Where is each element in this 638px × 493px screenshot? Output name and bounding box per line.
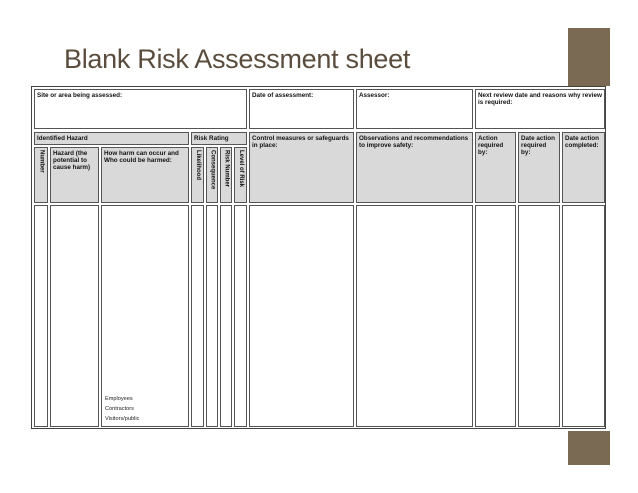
risk-rating-header: Risk Rating xyxy=(191,132,247,145)
risk-number-column-header xyxy=(220,147,232,203)
contractors-note: Contractors xyxy=(105,406,134,412)
consequence-header-label: Consequence xyxy=(209,150,216,190)
how-harm-column-header: How harm can occur and Who could be harmed: xyxy=(101,147,189,203)
observations-cell[interactable] xyxy=(356,205,473,427)
site-label: Site or area being assessed: xyxy=(37,91,123,99)
hazard-column-header: Hazard (the potential to cause harm) xyxy=(50,147,99,203)
control-measures-header: Control measures or safeguards in place: xyxy=(249,132,354,203)
date-action-completed-header: Date action completed: xyxy=(562,132,605,203)
date-label: Date of assessment: xyxy=(252,91,314,99)
action-required-cell[interactable] xyxy=(475,205,516,427)
visitors-note: Visitors/public xyxy=(105,416,140,422)
date-action-required-cell[interactable] xyxy=(518,205,560,427)
site-field[interactable] xyxy=(34,89,247,129)
consequence-column-header xyxy=(206,147,218,203)
decorative-accent-block-bottom xyxy=(568,431,610,465)
assessor-label: Assessor: xyxy=(359,91,390,99)
number-header-label: Number xyxy=(38,150,45,173)
control-measures-cell[interactable] xyxy=(249,205,354,427)
page-title: Blank Risk Assessment sheet xyxy=(64,44,411,74)
level-of-risk-column-header xyxy=(234,147,247,203)
risk-assessment-form xyxy=(31,86,606,429)
date-of-assessment-field[interactable] xyxy=(249,89,354,129)
likelihood-column-header xyxy=(191,147,204,203)
risk-number-header-label: Risk Number xyxy=(223,150,230,188)
likelihood-cell[interactable] xyxy=(191,205,204,427)
decorative-accent-block-top xyxy=(568,28,610,86)
employees-note: Employees xyxy=(105,396,133,402)
number-column-header xyxy=(34,147,48,203)
date-action-completed-cell[interactable] xyxy=(562,205,605,427)
level-of-risk-cell[interactable] xyxy=(234,205,247,427)
how-harm-cell[interactable] xyxy=(101,205,189,427)
action-required-header: Action required by: xyxy=(475,132,516,203)
hazard-cell[interactable] xyxy=(50,205,99,427)
observations-header: Observations and recommendations to improve safety: xyxy=(356,132,473,203)
level-of-risk-header-label: Level of Risk xyxy=(238,150,244,188)
review-label: Next review date and reasons why review is required: xyxy=(478,91,602,106)
assessor-field[interactable] xyxy=(356,89,473,129)
identified-hazard-header: Identified Hazard xyxy=(34,132,189,145)
likelihood-header-label: Likelihood xyxy=(195,150,201,180)
next-review-field[interactable] xyxy=(475,89,605,129)
risk-number-cell[interactable] xyxy=(220,205,232,427)
number-cell[interactable] xyxy=(34,205,48,427)
consequence-cell[interactable] xyxy=(206,205,218,427)
date-action-required-header: Date action required by: xyxy=(518,132,560,203)
